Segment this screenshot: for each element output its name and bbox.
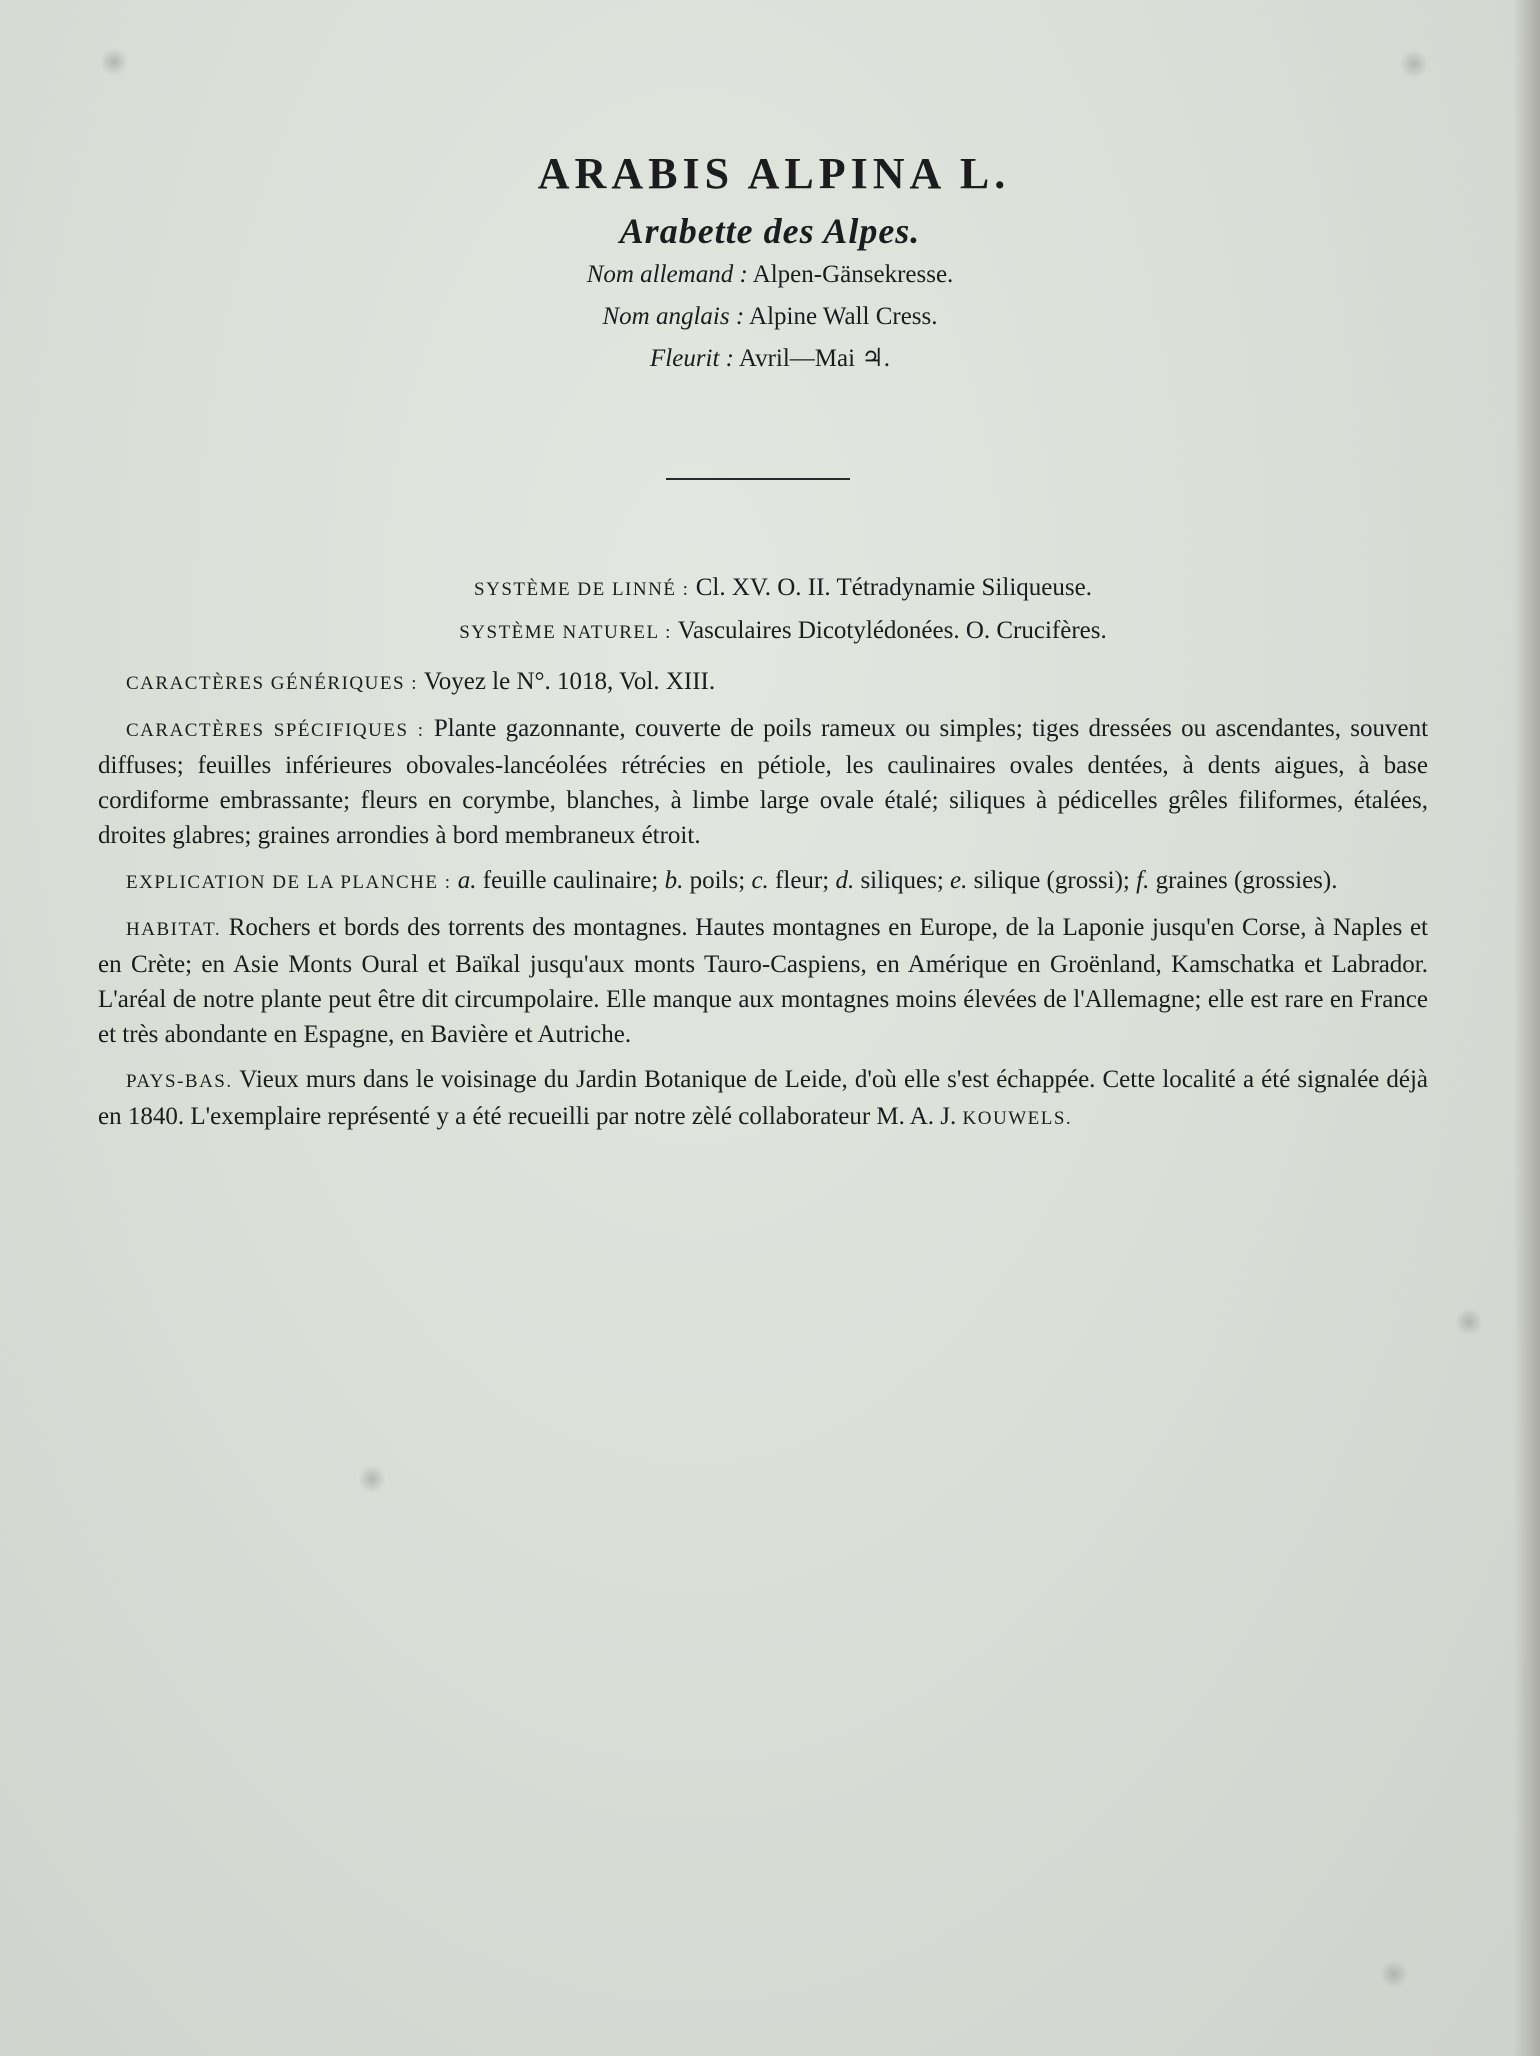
common-name-french: Arabette des Alpes. <box>619 211 921 251</box>
flowering-label: Fleurit : <box>650 345 735 372</box>
plate-key-text: graines (grossies). <box>1149 867 1338 894</box>
natural-system-label: SYSTÈME NATUREL : <box>459 622 672 643</box>
specific-characters-label: CARACTÈRES SPÉCIFIQUES : <box>126 720 425 741</box>
paper-spot <box>100 48 128 76</box>
flowering-line <box>0 338 1540 380</box>
paper-spot <box>358 1465 386 1493</box>
netherlands-paragraph <box>98 1062 1428 1136</box>
specific-characters-text: Plante gazonnante, couverte de poils rameux ou simples; tiges dressées ou ascendantes, souvent diffuses; feuilles inférieures obovales-lancéolées rétrécies en pétiole, les caulinaires ovales dentées, à dents aigues, à base cordiforme embrassante; fleurs en corymbe, blanches, à limbe large ovale étalé; siliques à pédicelles grêles filiformes, étalées, droites glabres; graines arrondies à bord membraneux étroit. <box>98 715 1429 849</box>
description-body <box>98 570 1428 1136</box>
plate-key-letter: b. <box>664 867 684 894</box>
section-divider <box>666 478 850 480</box>
habitat-label: HABITAT. <box>126 919 222 940</box>
english-name-label: Nom anglais : <box>602 303 745 330</box>
natural-system-line <box>98 613 1428 650</box>
collaborator-name: KOUWELS. <box>962 1108 1073 1129</box>
plate-key-letter: f. <box>1136 867 1150 894</box>
plate-explanation-paragraph <box>98 863 1428 900</box>
plate-key-text: siliques; <box>854 867 951 894</box>
plate-explanation-label: EXPLICATION DE LA PLANCHE : <box>126 872 452 893</box>
plate-key-text: poils; <box>683 867 752 894</box>
paper-spot <box>1400 50 1428 78</box>
natural-system-value: Vasculaires Dicotylédonées. O. Crucifères. <box>677 617 1107 644</box>
species-title: ARABIS ALPINA L. <box>537 149 1011 198</box>
linne-system-line <box>98 570 1428 607</box>
plate-key-letter: a. <box>457 867 477 894</box>
plate-key-letter: c. <box>751 867 769 894</box>
netherlands-text: Vieux murs dans le voisinage du Jardin Botanique de Leide, d'où elle s'est échappée. Cette localité a été signalée déjà en 1840. L'exemplaire représenté y a été recueilli par notre zèlé collaborateur M. A. J. <box>98 1066 1428 1130</box>
generic-characters-text: Voyez le N°. 1018, Vol. XIII. <box>423 668 716 695</box>
german-name-label: Nom allemand : <box>586 261 748 288</box>
plate-key-text: fleur; <box>768 867 836 894</box>
plate-key-letter: d. <box>835 867 855 894</box>
plate-key-text: silique (grossi); <box>967 867 1137 894</box>
plate-key-text: feuille caulinaire; <box>476 867 665 894</box>
german-name-value: Alpen-Gänsekresse. <box>752 261 954 288</box>
flowering-value: Avril—Mai ♃. <box>738 345 890 372</box>
plate-header <box>0 148 1540 380</box>
english-name-value: Alpine Wall Cress. <box>749 303 938 330</box>
habitat-text: Rochers et bords des torrents des montagnes. Hautes montagnes en Europe, de la Laponie jusqu'en Corse, à Naples et en Crète; en Asie Monts Oural et Baïkal jusqu'aux monts Tauro-Caspiens, en Amérique en Groënland, Kamschatka et Labrador. L'aréal de notre plante peut être dit circumpolaire. Elle manque aux montagnes moins élevées de l'Allemagne; elle est rare en France et très abondante en Espagne, en Bavière et Autriche. <box>98 914 1428 1048</box>
german-name-line <box>0 254 1540 296</box>
generic-characters-label: CARACTÈRES GÉNÉRIQUES : <box>126 673 419 694</box>
specific-characters-paragraph <box>98 711 1428 853</box>
linne-system-value: Cl. XV. O. II. Tétradynamie Siliqueuse. <box>695 574 1092 601</box>
linne-system-label: SYSTÈME DE LINNÉ : <box>474 579 690 600</box>
english-name-line <box>0 296 1540 338</box>
netherlands-label: PAYS-BAS. <box>126 1071 233 1092</box>
generic-characters-paragraph <box>98 664 1428 701</box>
paper-spot <box>1455 1308 1483 1336</box>
habitat-paragraph <box>98 910 1428 1052</box>
paper-spot <box>1380 1960 1408 1988</box>
plate-key-letter: e. <box>950 867 968 894</box>
